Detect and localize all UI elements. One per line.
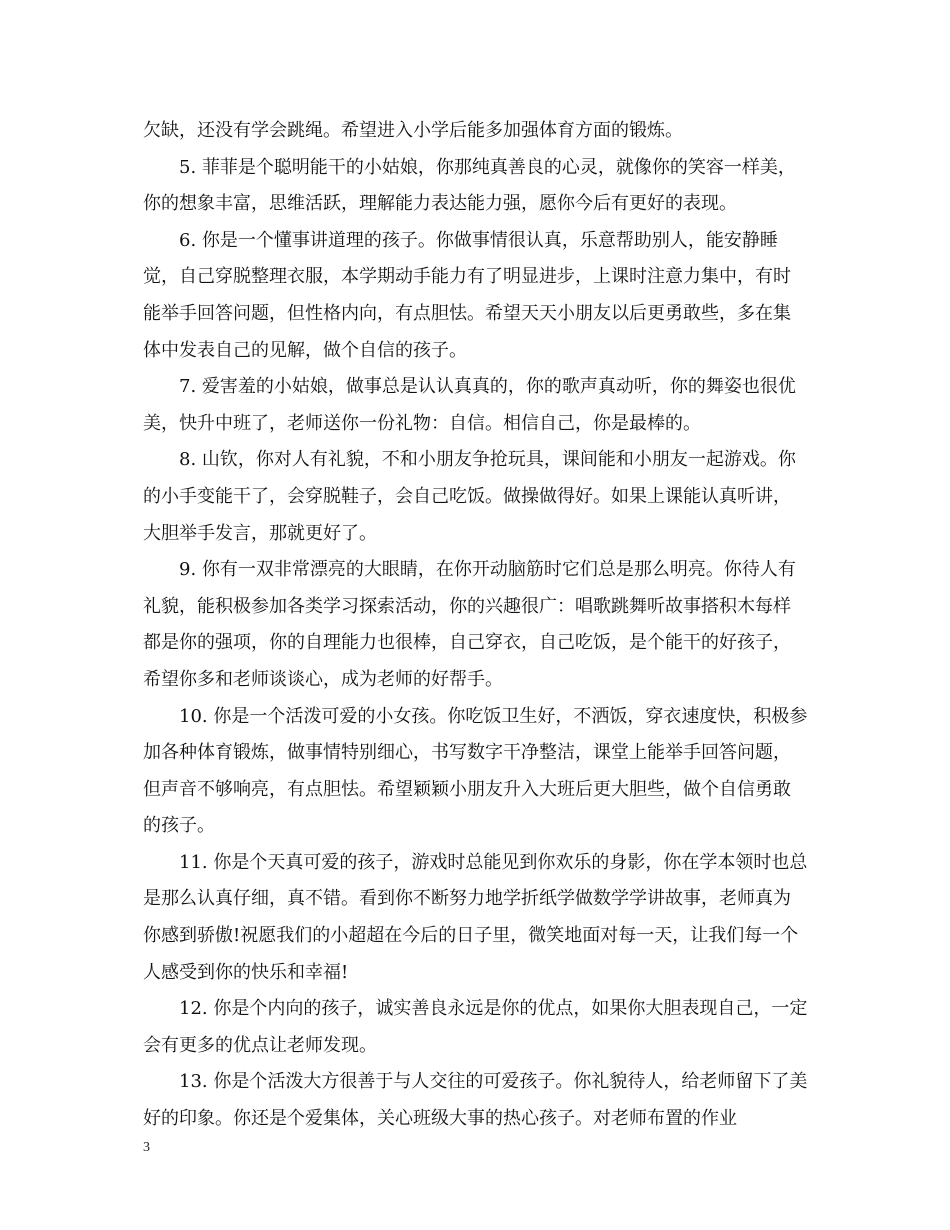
paragraph-item-8: 8. 山钦，你对人有礼貌，不和小朋友争抢玩具，课间能和小朋友一起游戏。你的小手变能干了，会穿脱鞋子，会自己吃饭。做操做得好。如果上课能认真听讲，大胆举手发言，那就更好了。 bbox=[143, 449, 796, 544]
paragraph-item-11: 11. 你是个天真可爱的孩子，游戏时总能见到你欢乐的身影，你在学本领时也总是那么认真仔细，真不错。看到你不断努力地学折纸学做数学学讲故事，老师真为你感到骄傲!祝愿我们的小超超在今后的日子里，微笑地面对每一天，让我们每一个人感受到你的快乐和幸福! bbox=[143, 851, 808, 983]
paragraph-item-10: 10. 你是一个活泼可爱的小女孩。你吃饭卫生好，不洒饭，穿衣速度快，积极参加各种体育锻炼，做事情特别细心，书写数字干净整洁，课堂上能举手回答问题，但声音不够响亮，有点胆怯。希望颖颖小朋友升入大班后更大胆些，做个自信勇敢的孩子。 bbox=[143, 705, 808, 837]
paragraph-continuation: 欠缺，还没有学会跳绳。希望进入小学后能多加强体育方面的锻炼。 bbox=[143, 120, 683, 141]
paragraph-item-7: 7. 爱害羞的小姑娘，做事总是认认真真的，你的歌声真动听，你的舞姿也很优美，快升中班了，老师送你一份礼物：自信。相信自己，你是最棒的。 bbox=[143, 376, 796, 434]
paragraph-item-13: 13. 你是个活泼大方很善于与人交往的可爱孩子。你礼貌待人，给老师留下了美好的印象。你还是个爱集体，关心班级大事的热心孩子。对老师布置的作业 bbox=[143, 1071, 808, 1130]
paragraph-item-9: 9. 你有一双非常漂亮的大眼睛，在你开动脑筋时它们总是那么明亮。你待人有礼貌，能积极参加各类学习探索活动，你的兴趣很广：唱歌跳舞听故事搭积木每样都是你的强项，你的自理能力也很棒，自己穿衣，自己吃饭，是个能干的好孩子，希望你多和老师谈谈心，成为老师的好帮手。 bbox=[143, 559, 796, 690]
paragraph-item-6: 6. 你是一个懂事讲道理的孩子。你做事情很认真，乐意帮助别人，能安静睡觉，自己穿脱整理衣服，本学期动手能力有了明显进步，上课时注意力集中，有时能举手回答问题，但性格内向，有点胆怯。希望天天小朋友以后更勇敢些，多在集体中发表自己的见解，做个自信的孩子。 bbox=[143, 229, 791, 361]
document-body bbox=[143, 113, 808, 1138]
paragraph-item-5: 5. 菲菲是个聪明能干的小姑娘，你那纯真善良的心灵，就像你的笑容一样美，你的想象丰富，思维活跃，理解能力表达能力强，愿你今后有更好的表现。 bbox=[143, 156, 796, 215]
paragraph-item-12: 12. 你是个内向的孩子，诚实善良永远是你的优点，如果你大胆表现自己，一定会有更多的优点让老师发现。 bbox=[143, 998, 808, 1056]
page-number: 3 bbox=[143, 1140, 150, 1155]
